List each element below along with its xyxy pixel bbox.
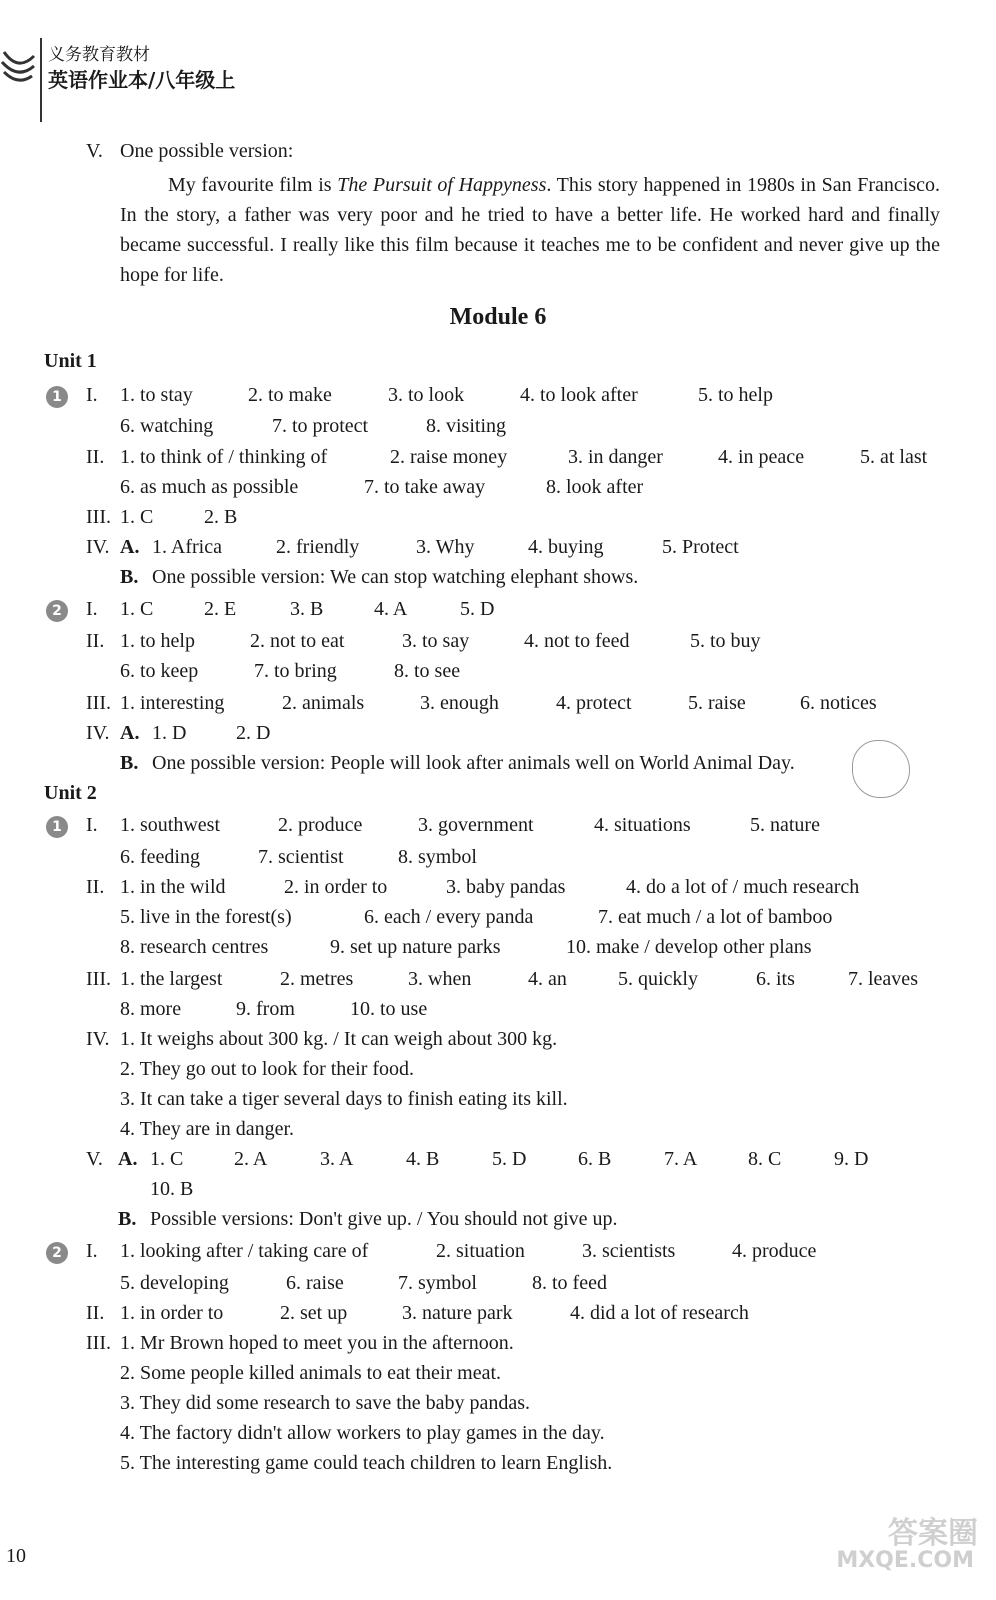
unit1-lesson1-badge: 1 xyxy=(46,386,68,408)
unit1-lesson2-badge: 2 xyxy=(46,600,68,622)
film-title: The Pursuit of Happyness xyxy=(337,174,547,196)
unit2-lesson2-badge: 2 xyxy=(46,1242,68,1264)
section-v-essay: My favourite film is The Pursuit of Happyness. This story happened in 1980s in San Francisco. In the story, a father was very poor and he tried to have a better life. He worked hard and finally became successful. I really like this film because it teaches me to be confident and never give up the hope for life. xyxy=(120,174,941,286)
watermark-logo: 答案圈 xyxy=(888,1516,978,1551)
unit2-label: Unit 2 xyxy=(44,782,97,804)
section-v-intro: One possible version: xyxy=(120,140,294,162)
header-book-title: 英语作业本/八年级上 xyxy=(48,68,236,92)
section-v-label: V. xyxy=(86,140,103,162)
publisher-logo-icon xyxy=(0,42,36,94)
unit2-lesson1-badge: 1 xyxy=(46,816,68,838)
module-title: Module 6 xyxy=(449,304,547,330)
header-series: 义务教育教材 xyxy=(48,45,150,65)
decorative-stamp xyxy=(852,740,910,798)
header-divider xyxy=(40,38,42,122)
page-number: 10 xyxy=(6,1545,26,1567)
watermark-url: MXQE.COM xyxy=(836,1548,974,1573)
unit1-label: Unit 1 xyxy=(44,350,97,372)
